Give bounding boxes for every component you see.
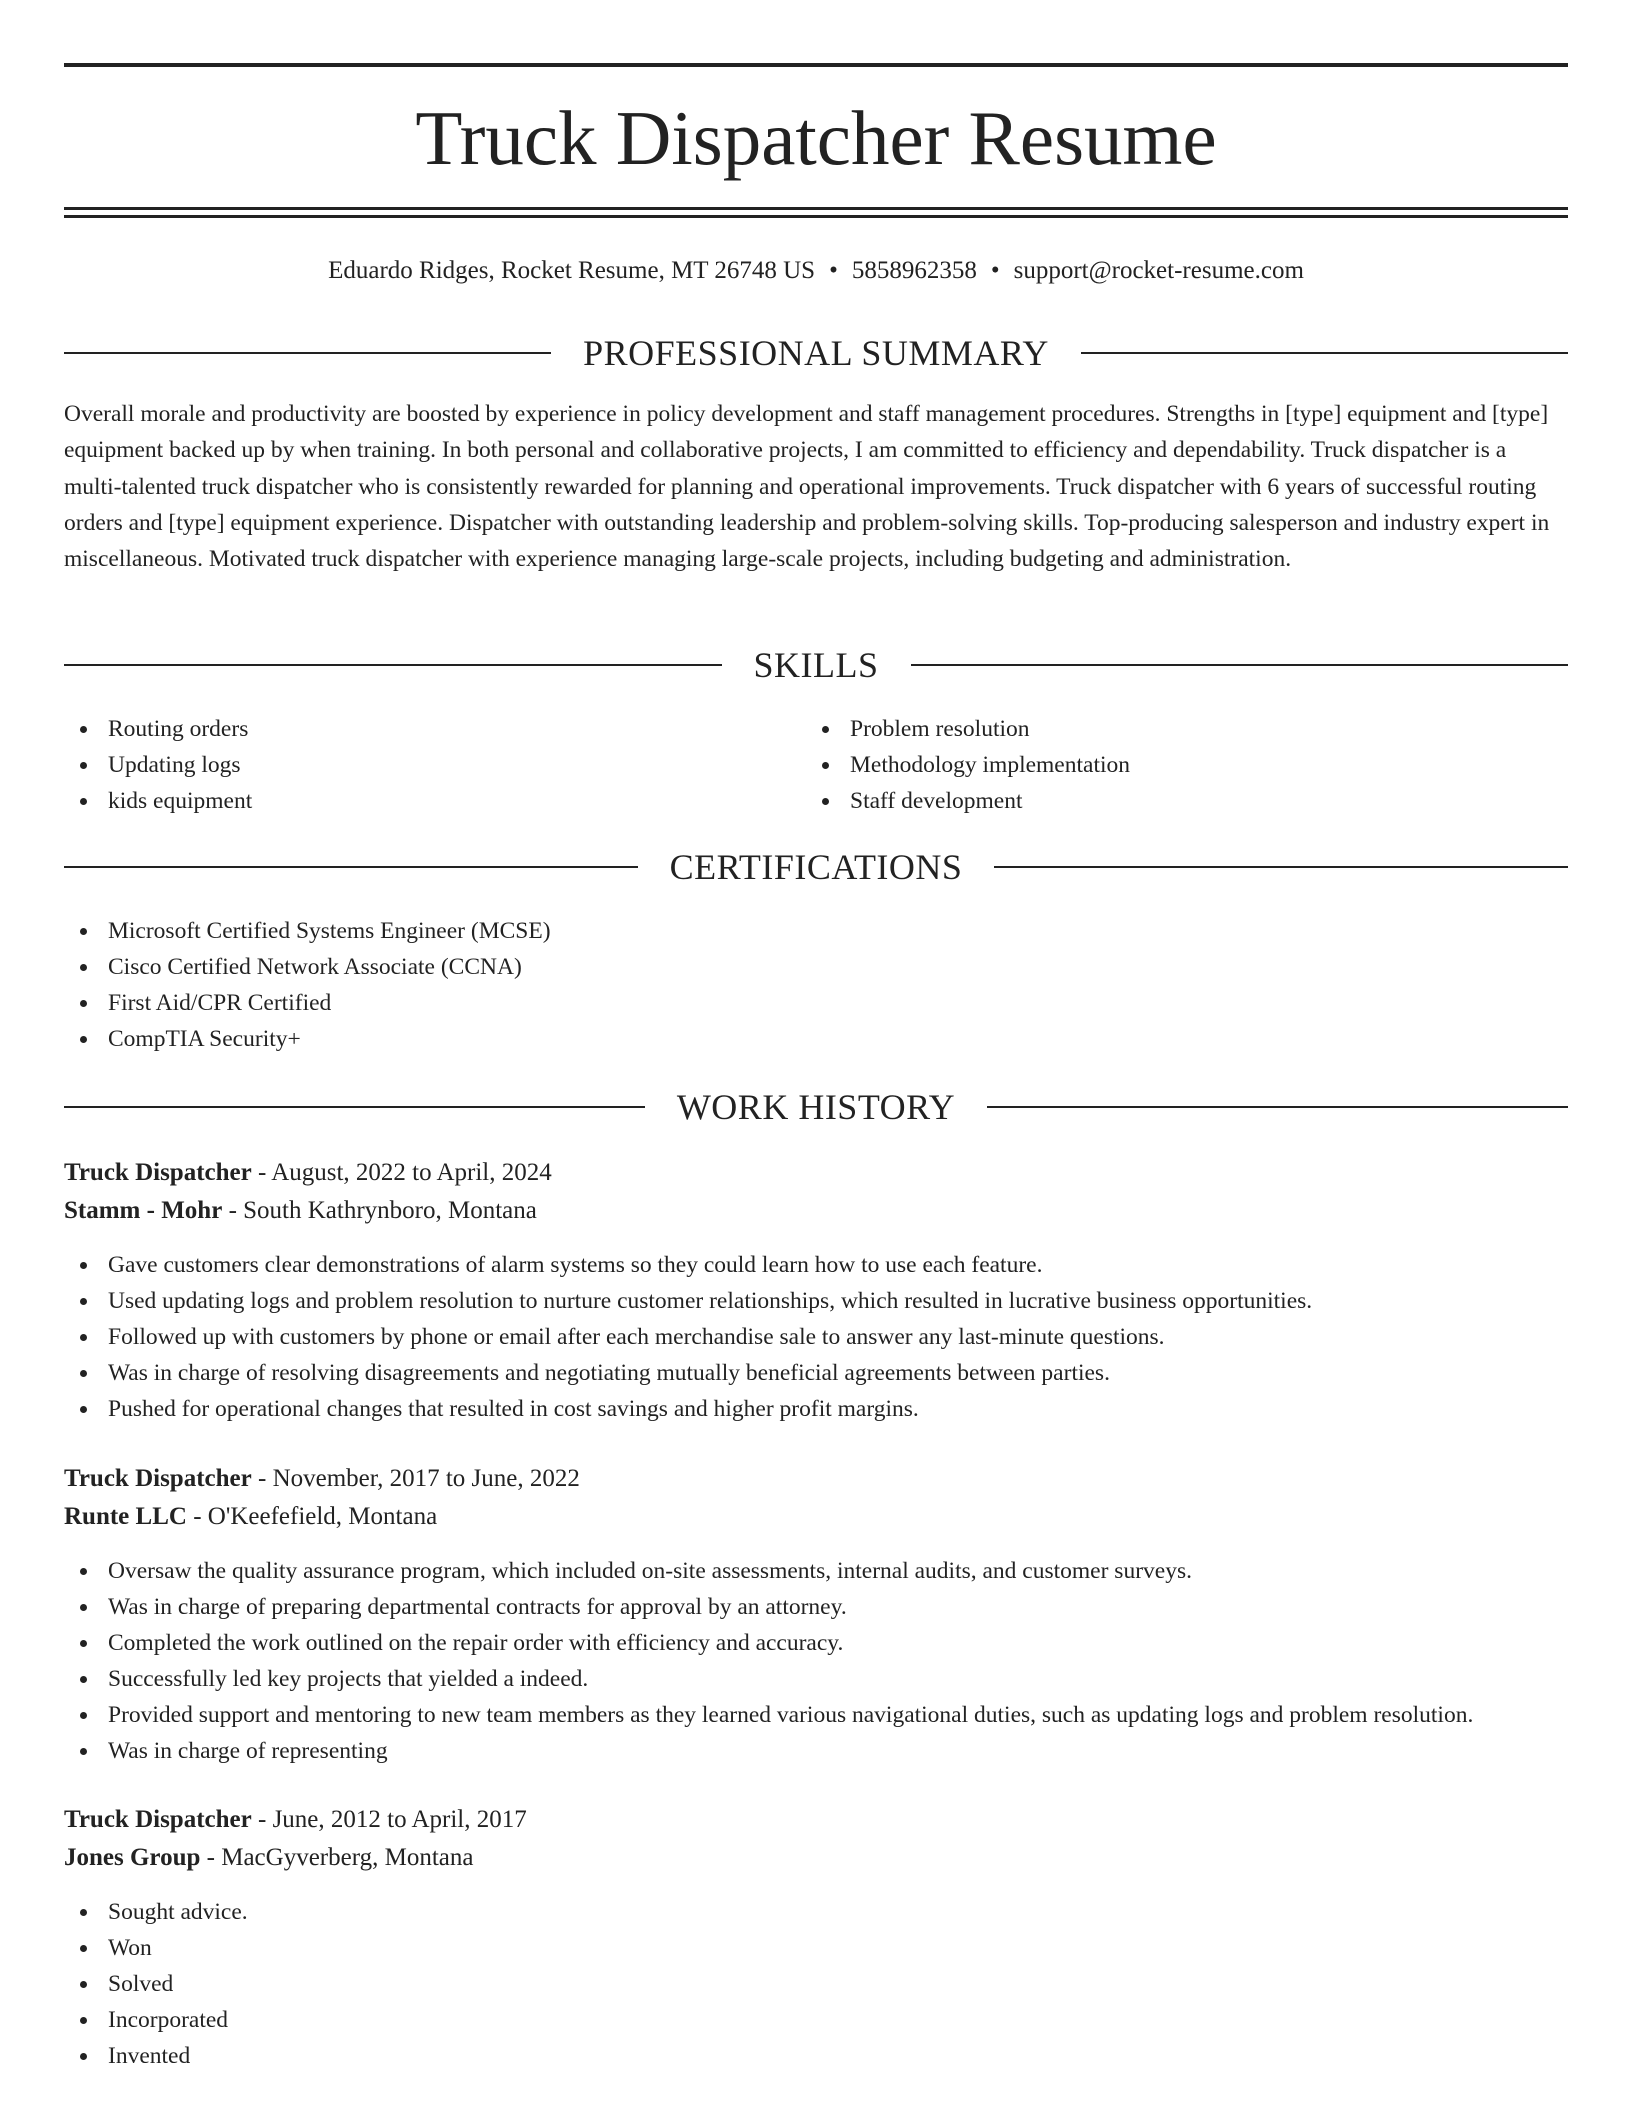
heading-rule-right [1081, 352, 1568, 354]
skills-heading: SKILLS [753, 645, 879, 685]
job-bullet: Used updating logs and problem resolution to nurture customer relationships, which resulted in lucrative business opportunities. [64, 1283, 1568, 1319]
title-rule-lower [64, 215, 1568, 218]
heading-rule-right [987, 1106, 1568, 1108]
skill-item: Updating logs [64, 747, 804, 783]
job-bullets [64, 1894, 1568, 2074]
job-bullet: Gave customers clear demonstrations of alarm systems so they could learn how to use each feature. [64, 1247, 1568, 1283]
job-company-line: Jones Group - MacGyverberg, Montana [64, 1844, 474, 1871]
heading-rule-right [994, 866, 1568, 868]
job-dates: August, 2022 to April, 2024 [271, 1159, 552, 1186]
job-title: Truck Dispatcher [64, 1465, 252, 1492]
job-bullets [64, 1553, 1568, 1769]
job-bullet: Successfully led key projects that yielded a indeed. [64, 1661, 1568, 1697]
summary-heading: PROFESSIONAL SUMMARY [583, 333, 1049, 373]
skills-heading-row [64, 643, 1568, 687]
job-location: MacGyverberg, Montana [221, 1844, 474, 1871]
job-company: Stamm - Mohr [64, 1197, 223, 1224]
certifications-heading-row [64, 845, 1568, 889]
work-history-heading-row [64, 1085, 1568, 1129]
job-title: Truck Dispatcher [64, 1159, 252, 1186]
certification-item: CompTIA Security+ [64, 1021, 1568, 1057]
resume-title: Truck Dispatcher Resume [415, 95, 1217, 181]
skill-item: Problem resolution [806, 711, 1566, 747]
certification-item: Microsoft Certified Systems Engineer (MCSE) [64, 913, 1568, 949]
certification-item: Cisco Certified Network Associate (CCNA) [64, 949, 1568, 985]
job-bullet: Sought advice. [64, 1894, 1568, 1930]
contact-separator: • [829, 257, 838, 284]
job-bullet: Invented [64, 2038, 1568, 2074]
contact-address: Eduardo Ridges, Rocket Resume, MT 26748 US [328, 257, 816, 284]
skills-list-right [806, 711, 1566, 819]
skill-item: Staff development [806, 783, 1566, 819]
certifications-list [64, 913, 1568, 1057]
skills-list-left [64, 711, 804, 819]
summary-heading-row [64, 331, 1568, 375]
job-title-line: Truck Dispatcher - August, 2022 to April, 2024 [64, 1159, 552, 1186]
skill-item: Routing orders [64, 711, 804, 747]
contact-line [64, 254, 1568, 288]
job-bullet: Incorporated [64, 2002, 1568, 2038]
job-bullet: Was in charge of preparing departmental contracts for approval by an attorney. [64, 1589, 1568, 1625]
heading-rule-left [64, 866, 638, 868]
job-bullet: Followed up with customers by phone or email after each merchandise sale to answer any last-minute questions. [64, 1319, 1568, 1355]
job-location: South Kathrynboro, Montana [243, 1197, 537, 1224]
title-rule-upper [64, 207, 1568, 210]
heading-rule-left [64, 1106, 645, 1108]
job-bullet: Oversaw the quality assurance program, which included on-site assessments, internal audits, and customer surveys. [64, 1553, 1568, 1589]
heading-rule-right [911, 664, 1569, 666]
certification-item: First Aid/CPR Certified [64, 985, 1568, 1021]
top-rule [64, 63, 1568, 67]
job-dates: June, 2012 to April, 2017 [272, 1806, 527, 1833]
job-bullet: Won [64, 1930, 1568, 1966]
job-bullet: Completed the work outlined on the repair order with efficiency and accuracy. [64, 1625, 1568, 1661]
job-title: Truck Dispatcher [64, 1806, 252, 1833]
certifications-heading: CERTIFICATIONS [669, 847, 963, 887]
job-company: Runte LLC [64, 1503, 187, 1530]
job-bullet: Was in charge of resolving disagreements and negotiating mutually beneficial agreements between parties. [64, 1355, 1568, 1391]
contact-email: support@rocket-resume.com [1013, 257, 1304, 284]
job-company: Jones Group [64, 1844, 201, 1871]
skill-item: kids equipment [64, 783, 804, 819]
job-bullet: Pushed for operational changes that resulted in cost savings and higher profit margins. [64, 1391, 1568, 1427]
job-company-line: Runte LLC - O'Keefefield, Montana [64, 1503, 438, 1530]
job-location: O'Keefefield, Montana [207, 1503, 438, 1530]
job-bullet: Was in charge of representing [64, 1733, 1568, 1769]
job-dates: November, 2017 to June, 2022 [272, 1465, 580, 1492]
job-company-line: Stamm - Mohr - South Kathrynboro, Montana [64, 1197, 537, 1224]
summary-text: Overall morale and productivity are boosted by experience in policy development and staff management procedures. Strengths in [type] equipment and [type] equipment backed up by when training. In both personal and collaborative projects, I am committed to efficiency and dependability. Truck dispatcher is a multi-talented truck dispatcher who is consistently rewarded for planning and operational improvements. Truck dispatcher with 6 years of successful routing orders and [type] equipment experience. Dispatcher with outstanding leadership and problem-solving skills. Top-producing salesperson and industry expert in miscellaneous. Motivated truck dispatcher with experience managing large-scale projects, including budgeting and administration. [64, 401, 1550, 573]
heading-rule-left [64, 352, 551, 354]
job-bullet: Provided support and mentoring to new team members as they learned various navigational duties, such as updating logs and problem resolution. [64, 1697, 1568, 1733]
job-bullets [64, 1247, 1568, 1427]
contact-separator: • [990, 257, 1000, 284]
work-history-heading: WORK HISTORY [676, 1087, 956, 1127]
job-title-line: Truck Dispatcher - November, 2017 to June, 2022 [64, 1465, 580, 1492]
contact-phone: 5858962358 [851, 257, 977, 284]
job-title-line: Truck Dispatcher - June, 2012 to April, 2017 [64, 1806, 527, 1833]
heading-rule-left [64, 664, 722, 666]
job-bullet: Solved [64, 1966, 1568, 2002]
skill-item: Methodology implementation [806, 747, 1566, 783]
